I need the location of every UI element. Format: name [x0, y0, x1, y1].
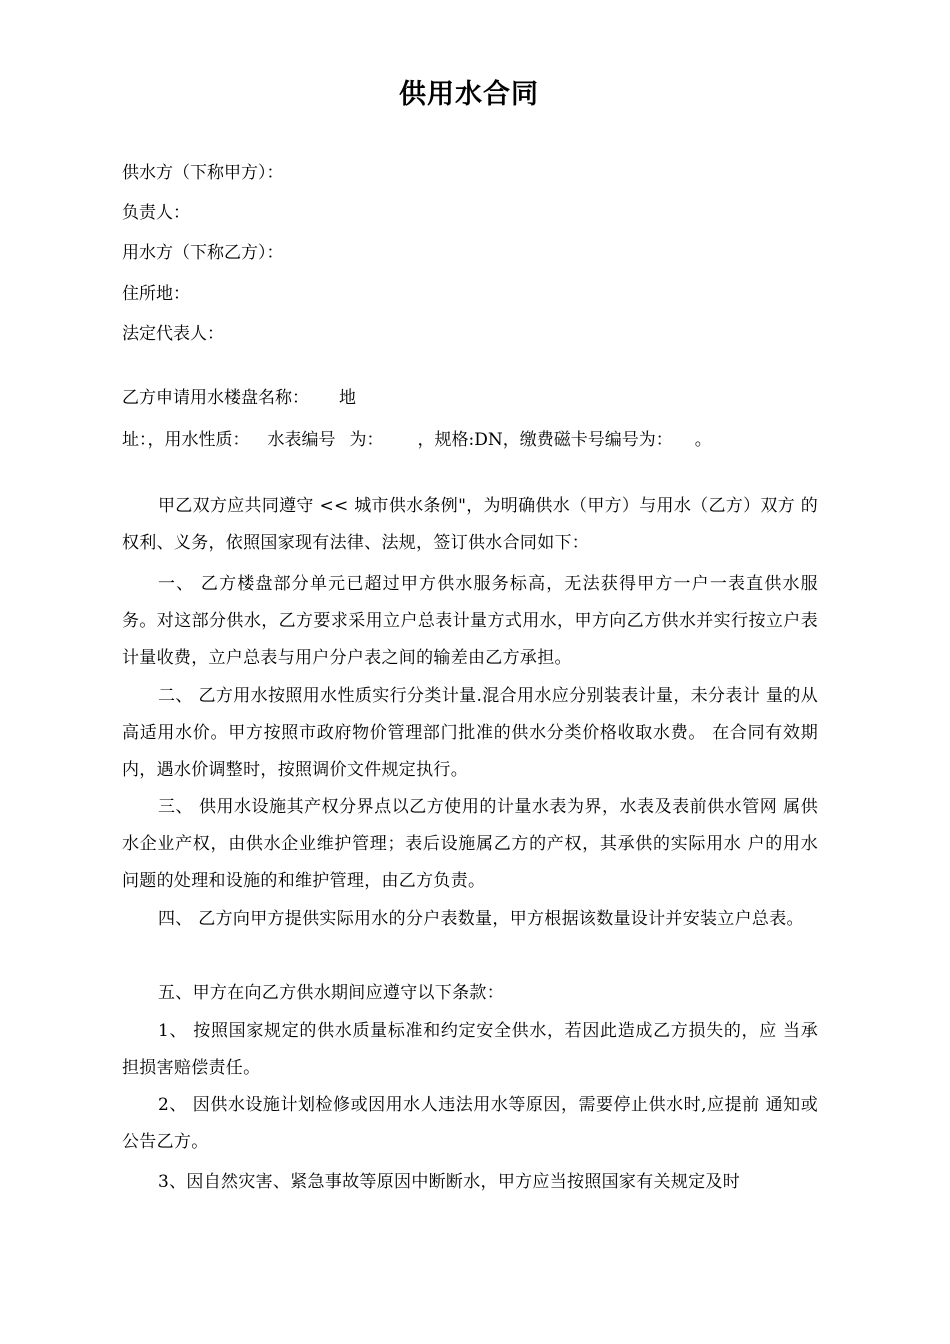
- clause-one: 一、 乙方楼盘部分单元已超过甲方供水服务标高，无法获得甲方一户一表直供水服务。对这部分供水，乙方要求采用立户总表计量方式用水，甲方向乙方供水并实行按立户表计量收费，立户总表与用户分户表之间的输差由乙方承担。: [122, 574, 818, 668]
- clause-five-item-three: 3、因自然灾害、紧急事故等原因中断断水，甲方应当按照国家有关规定及时: [158, 1172, 741, 1192]
- meter-number-label: 水表编号: [267, 430, 336, 450]
- spec-and-card-label: ，规格:DN，缴费磁卡号编号为：: [417, 430, 673, 450]
- clause-four: 四、 乙方向甲方提供实际用水的分户表数量，甲方根据该数量设计并安装立户总表。: [158, 909, 804, 929]
- legal-representative-label: 法定代表人：: [122, 324, 224, 344]
- water-details-line: [122, 428, 712, 452]
- document-title: 供用水合同: [399, 79, 539, 110]
- address-label-start: 地: [339, 388, 356, 408]
- building-name-label: 乙方申请用水楼盘名称：: [122, 388, 309, 408]
- responsible-person-label: 负责人：: [122, 203, 190, 223]
- usage-nature-label: 址：，用水性质：: [122, 430, 250, 450]
- clause-five-item-one: 1、 按照国家规定的供水质量标准和约定安全供水，若因此造成乙方损失的，应 当承担损害赔偿责任。: [122, 1021, 818, 1078]
- line-end-period: 。: [694, 430, 712, 450]
- meter-number-colon: 为：: [349, 430, 384, 450]
- supplier-field-label: 供水方（下称甲方）：: [122, 163, 284, 183]
- address-label: 住所地：: [122, 284, 190, 304]
- clause-two: 二、 乙方用水按照用水性质实行分类计量.混合用水应分别装表计量，未分表计 量的从高适用水价。甲方按照市政府物价管理部门批准的供水分类价格收取水费。 在合同有效期内，遇水价调整时，按照调价文件规定执行。: [122, 686, 818, 780]
- clause-three: 三、 供用水设施其产权分界点以乙方使用的计量水表为界，水表及表前供水管网 属供水企业产权，由供水企业维护管理；表后设施属乙方的产权，其承供的实际用水 户的用水问题的处理和设施的和维护管理，由乙方负责。: [122, 797, 818, 891]
- building-name-line: [122, 386, 356, 410]
- water-user-label: 用水方（下称乙方）：: [122, 243, 284, 263]
- intro-paragraph: 甲乙双方应共同遵守 << 城市供水条例"，为明确供水（甲方）与用水（乙方）双方 的权利、义务，依照国家现有法律、法规，签订供水合同如下：: [122, 496, 818, 553]
- clause-five: 五、甲方在向乙方供水期间应遵守以下条款：: [158, 983, 504, 1003]
- clause-five-item-two: 2、 因供水设施计划检修或因用水人违法用水等原因，需要停止供水时,应提前 通知或公告乙方。: [122, 1095, 818, 1152]
